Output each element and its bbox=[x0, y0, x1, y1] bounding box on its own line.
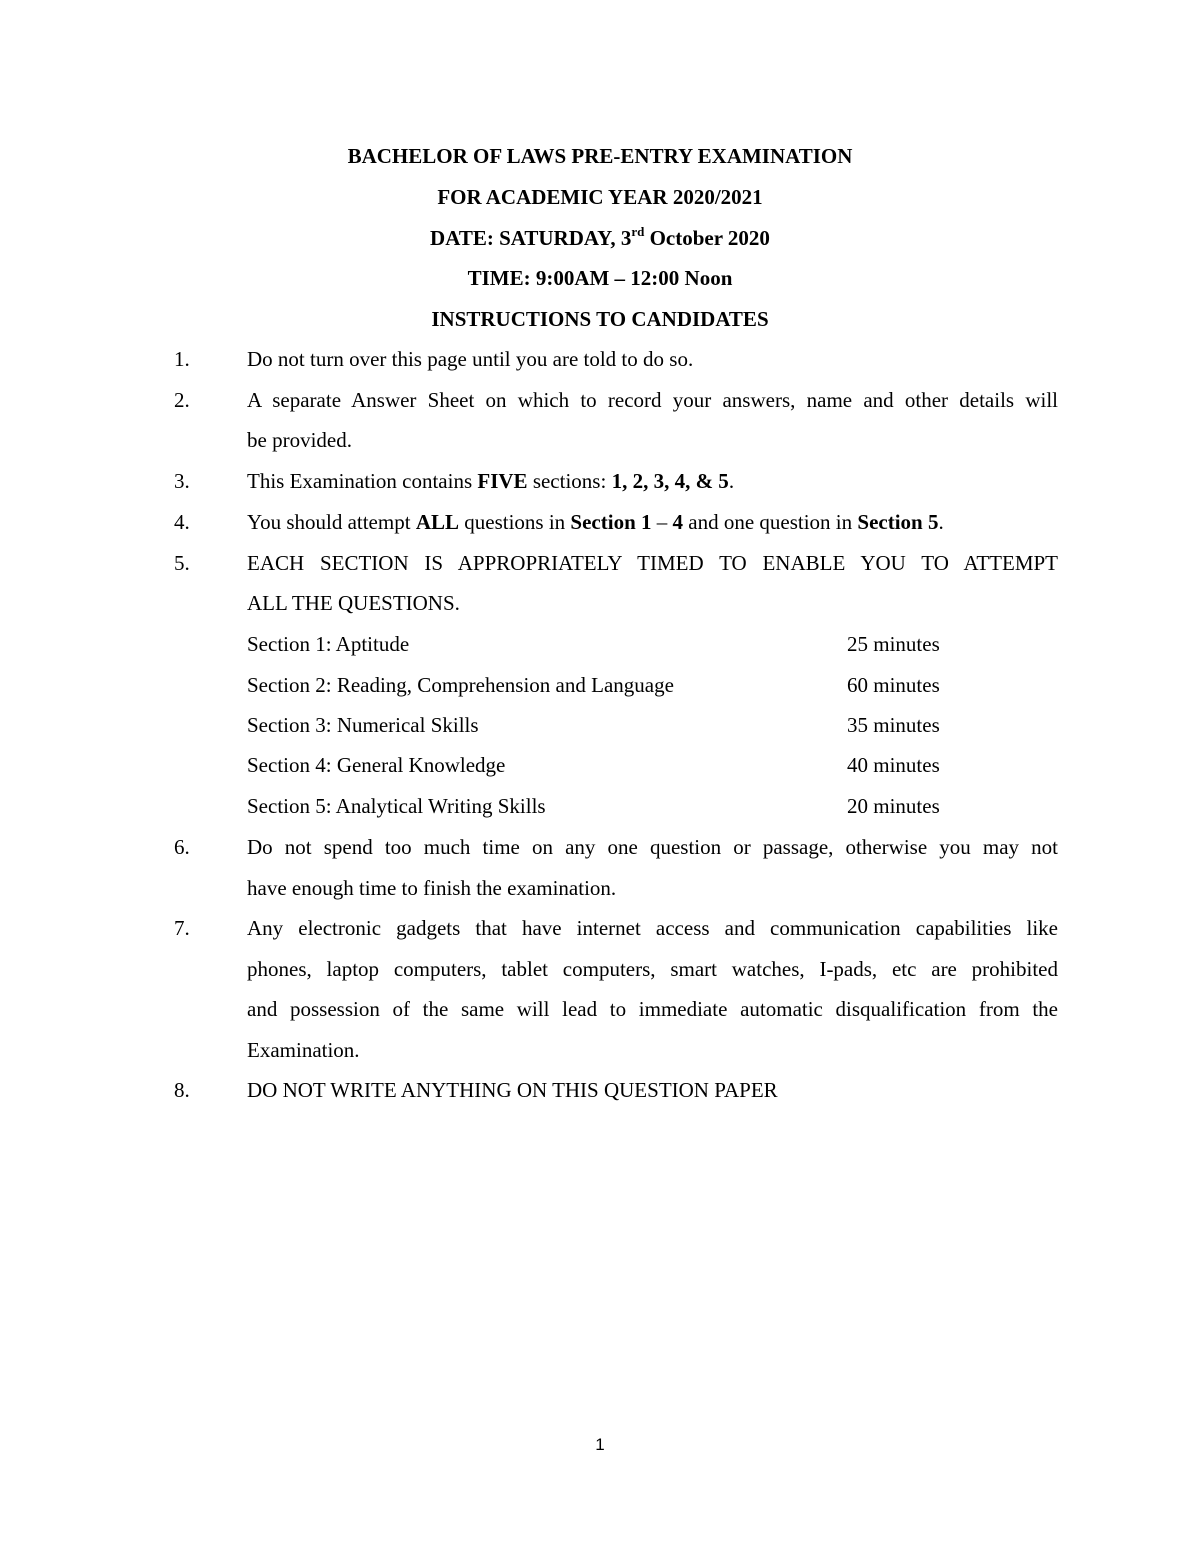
section-time: 60 minutes bbox=[847, 673, 940, 697]
exam-time: TIME: 9:00AM – 12:00 Noon bbox=[467, 266, 733, 290]
item-text: A separate Answer Sheet on which to record your answers, name and other details will bbox=[247, 388, 1058, 412]
item-text-bold: 1, 2, 3, 4, & 5 bbox=[611, 469, 729, 493]
section-name: Section 3: Numerical Skills bbox=[247, 713, 479, 737]
item-text-bold: ALL bbox=[415, 510, 459, 534]
item-text: EACH SECTION IS APPROPRIATELY TIMED TO ENABLE YOU TO ATTEMPT bbox=[247, 551, 1058, 575]
item-text-part: sections: bbox=[527, 469, 612, 493]
item-text bbox=[247, 510, 944, 534]
item-text-part: questions in bbox=[459, 510, 571, 534]
item-text: and possession of the same will lead to immediate automatic disqualification from the bbox=[247, 997, 1058, 1021]
item-text: Do not spend too much time on any one question or passage, otherwise you may not bbox=[247, 835, 1058, 859]
item-number: 1. bbox=[174, 347, 190, 371]
item-text: ALL THE QUESTIONS. bbox=[247, 591, 460, 615]
item-text-part: and one question in bbox=[683, 510, 858, 534]
exam-date-ordinal: rd bbox=[631, 224, 645, 239]
section-time: 25 minutes bbox=[847, 632, 940, 656]
item-number: 8. bbox=[174, 1078, 190, 1102]
item-number: 5. bbox=[174, 551, 190, 575]
item-text-part: . bbox=[728, 469, 735, 493]
exam-date-suffix: October 2020 bbox=[644, 226, 770, 250]
item-text-part: This Examination contains bbox=[247, 469, 478, 493]
item-text-bold: Section 1 bbox=[570, 510, 652, 534]
item-text: have enough time to finish the examination. bbox=[247, 876, 617, 900]
section-name: Section 4: General Knowledge bbox=[247, 753, 506, 777]
section-time: 35 minutes bbox=[847, 713, 940, 737]
instructions-title: INSTRUCTIONS TO CANDIDATES bbox=[431, 307, 769, 331]
page-number: 1 bbox=[595, 1435, 605, 1454]
item-text-part: . bbox=[938, 510, 944, 534]
exam-title: BACHELOR OF LAWS PRE-ENTRY EXAMINATION bbox=[347, 144, 853, 168]
item-text: be provided. bbox=[247, 428, 352, 452]
section-name: Section 1: Aptitude bbox=[247, 632, 410, 656]
exam-date-prefix: DATE: SATURDAY, 3 bbox=[430, 226, 632, 250]
item-number: 6. bbox=[174, 835, 190, 859]
item-text-part: – bbox=[651, 510, 673, 534]
section-name: Section 2: Reading, Comprehension and Language bbox=[247, 673, 674, 697]
item-number: 3. bbox=[174, 469, 190, 493]
item-number: 4. bbox=[174, 510, 190, 534]
item-text-bold: FIVE bbox=[477, 469, 528, 493]
item-text: DO NOT WRITE ANYTHING ON THIS QUESTION PAPER bbox=[247, 1078, 778, 1102]
item-number: 2. bbox=[174, 388, 190, 412]
item-text: phones, laptop computers, tablet computers, smart watches, I-pads, etc are prohibited bbox=[247, 957, 1058, 981]
item-text-bold: Section 5 bbox=[857, 510, 939, 534]
section-name: Section 5: Analytical Writing Skills bbox=[247, 794, 546, 818]
exam-date bbox=[0, 226, 1200, 250]
section-time: 20 minutes bbox=[847, 794, 940, 818]
item-text: Examination. bbox=[247, 1038, 360, 1062]
item-text-bold: 4 bbox=[672, 510, 683, 534]
item-text: Any electronic gadgets that have internet access and communication capabilities like bbox=[247, 916, 1058, 940]
item-text: Do not turn over this page until you are told to do so. bbox=[247, 347, 694, 371]
item-text bbox=[247, 469, 734, 493]
item-text-part: You should attempt bbox=[247, 510, 416, 534]
section-time: 40 minutes bbox=[847, 753, 940, 777]
academic-year: FOR ACADEMIC YEAR 2020/2021 bbox=[437, 185, 763, 209]
item-number: 7. bbox=[174, 916, 190, 940]
